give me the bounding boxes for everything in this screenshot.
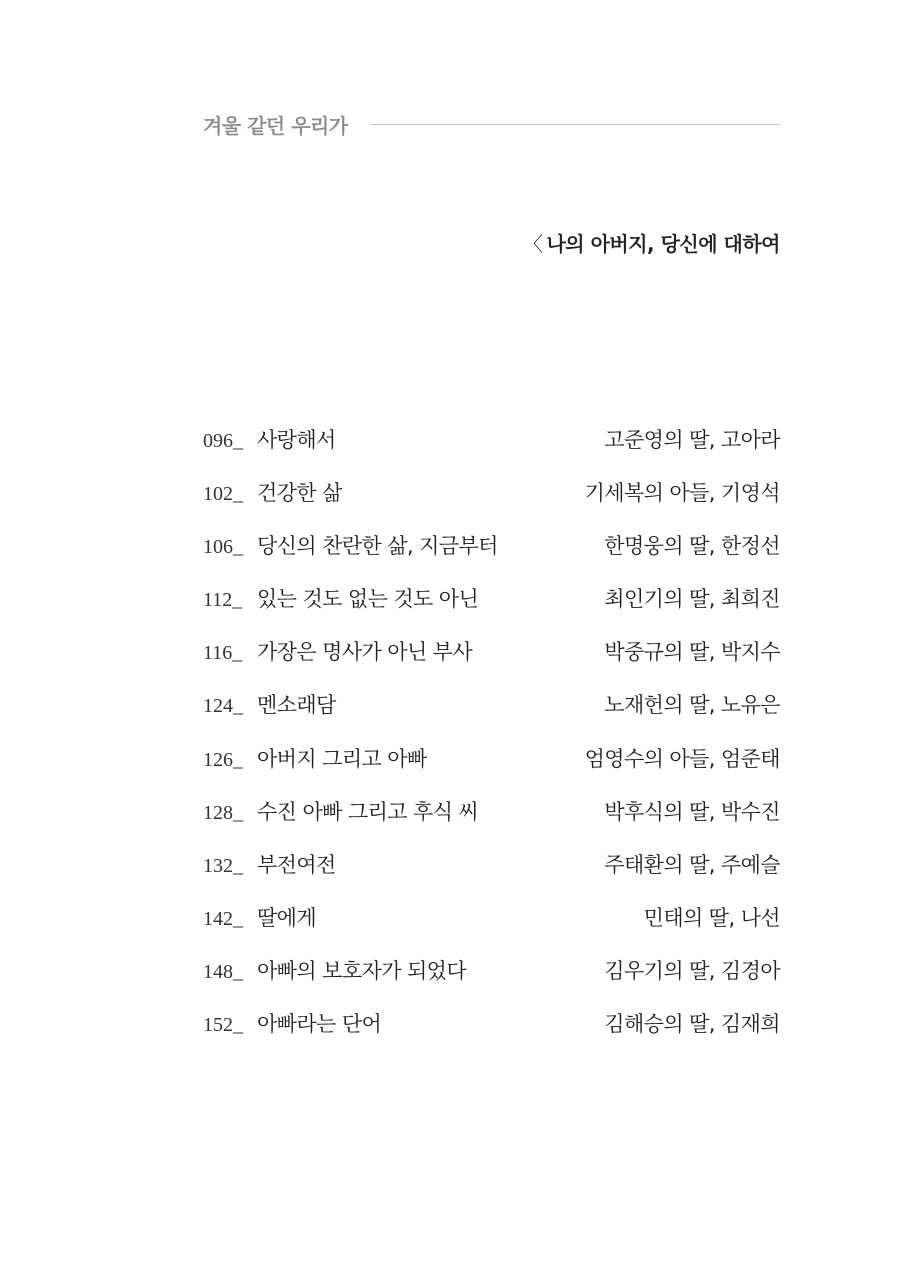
toc-page-number: 142_ [203, 907, 243, 930]
toc-entry[interactable] [203, 739, 780, 792]
toc-page-number: 102_ [203, 483, 243, 506]
toc-page-number: 112_ [203, 589, 243, 612]
toc-entry-title: 멘소래담 [257, 693, 336, 718]
toc-page-number: 126_ [203, 748, 243, 771]
toc-entry-title: 아빠라는 단어 [257, 1012, 382, 1037]
toc-entry-title: 있는 것도 없는 것도 아닌 [257, 587, 479, 612]
section-bracket: 〈 [522, 232, 543, 256]
header-rule [370, 124, 780, 125]
running-header [203, 108, 780, 140]
toc-entry[interactable] [203, 898, 780, 951]
toc-entry-author: 주태환의 딸, 주예슬 [604, 852, 780, 877]
toc-entry-author: 박중규의 딸, 박지수 [604, 640, 780, 665]
toc-entry[interactable] [203, 526, 780, 579]
toc-entry-author: 기세복의 아들, 기영석 [584, 481, 780, 506]
toc-page-number: 116_ [203, 642, 243, 665]
toc-entry[interactable] [203, 1004, 780, 1057]
toc-entry-author: 민태의 딸, 나선 [643, 905, 780, 930]
toc-entry-title: 아빠의 보호자가 되었다 [257, 958, 467, 983]
toc-entry-author: 김우기의 딸, 김경아 [604, 958, 780, 983]
toc-entry[interactable] [203, 473, 780, 526]
book-title: 겨울 같던 우리가 [203, 113, 348, 138]
toc-entry-title: 딸에게 [257, 905, 317, 930]
toc-entry-author: 고준영의 딸, 고아라 [604, 428, 780, 452]
toc-entry-author: 박후식의 딸, 박수진 [604, 799, 780, 824]
toc-page-number: 128_ [203, 801, 243, 824]
toc-entry-title: 수진 아빠 그리고 후식 씨 [257, 799, 479, 824]
toc-entry[interactable] [203, 792, 780, 845]
toc-entry[interactable] [203, 579, 780, 632]
toc-page-number: 106_ [203, 536, 243, 559]
toc-entry[interactable] [203, 632, 780, 685]
toc-entry-author: 노재헌의 딸, 노유은 [604, 693, 780, 718]
toc-entry-title: 부전여전 [257, 852, 336, 877]
toc-entry-author: 최인기의 딸, 최희진 [604, 587, 780, 612]
toc-entry[interactable] [203, 845, 780, 898]
toc-entry[interactable] [203, 951, 780, 1004]
toc-entry-title: 사랑해서 [257, 428, 336, 452]
toc-entry-title: 건강한 삶 [257, 481, 342, 506]
toc-entry-title: 가장은 명사가 아닌 부사 [257, 640, 473, 665]
toc-entry-author: 한명웅의 딸, 한정선 [604, 534, 780, 559]
toc-entry-title: 아버지 그리고 아빠 [257, 746, 427, 771]
toc-page-number: 096_ [203, 430, 243, 452]
table-of-contents [203, 420, 780, 1057]
toc-page-number: 124_ [203, 695, 243, 718]
section-heading [523, 228, 780, 257]
toc-page-number: 132_ [203, 854, 243, 877]
toc-entry-author: 김해승의 딸, 김재희 [604, 1012, 780, 1037]
toc-page-number: 148_ [203, 960, 243, 983]
section-title: 나의 아버지, 당신에 대하여 [546, 232, 780, 256]
toc-entry-author: 엄영수의 아들, 엄준태 [584, 746, 780, 771]
toc-entry[interactable] [203, 685, 780, 738]
toc-entry[interactable] [203, 420, 780, 473]
toc-entry-title: 당신의 찬란한 삶, 지금부터 [257, 534, 498, 559]
toc-page-number: 152_ [203, 1014, 243, 1037]
